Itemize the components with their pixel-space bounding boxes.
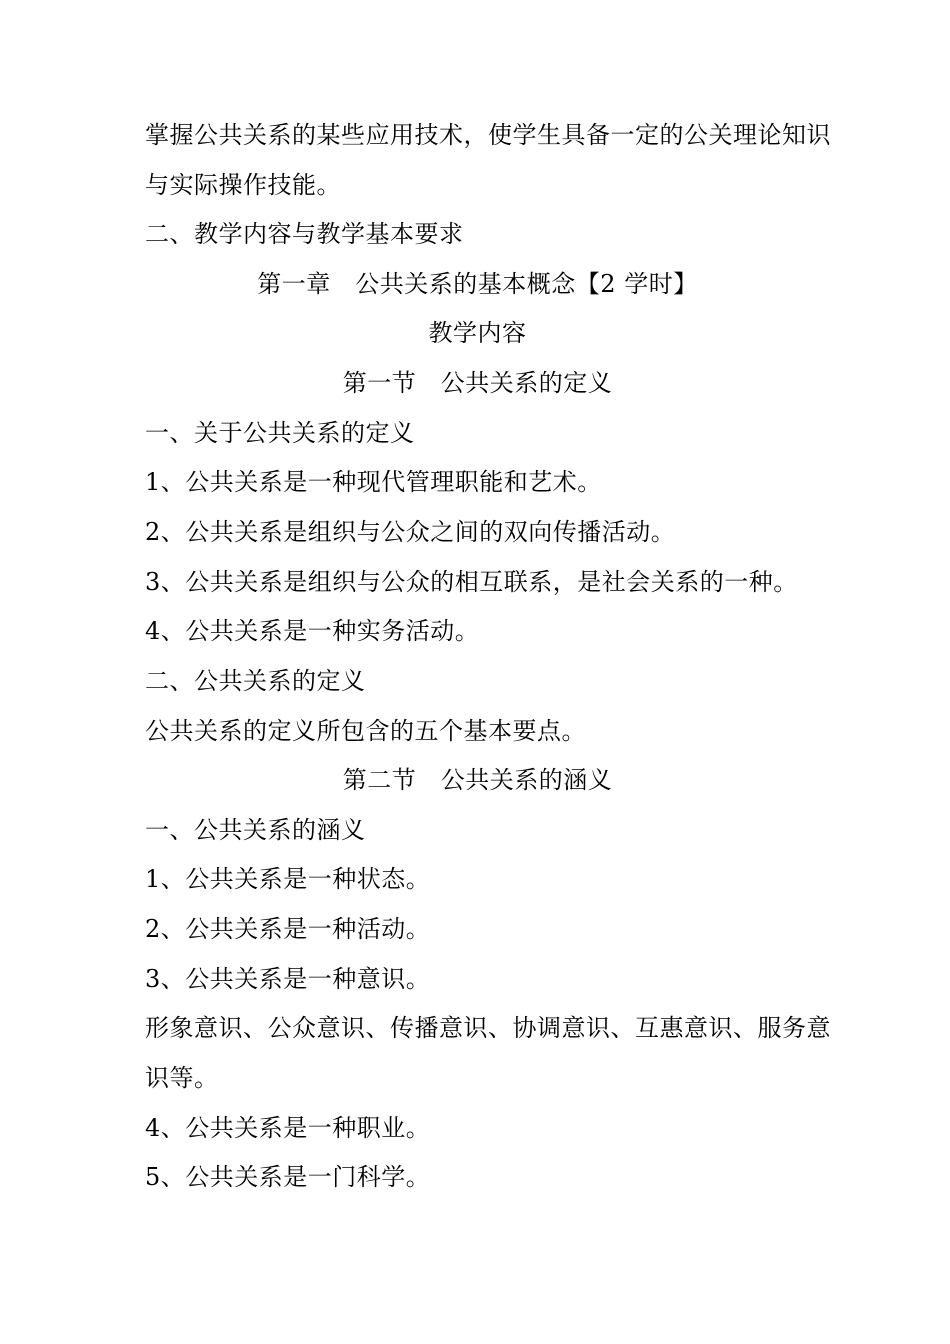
section2-item: 4、公共关系是一种职业。 <box>145 1114 431 1142</box>
section2-title: 第二节 公共关系的涵义 <box>342 766 613 794</box>
section1-item: 3、公共关系是组织与公众的相互联系，是社会关系的一种。 <box>145 568 798 596</box>
section2-item: 3、公共关系是一种意识。 <box>145 965 431 993</box>
section2-item: 1、公共关系是一种状态。 <box>145 865 431 893</box>
section1-part2-heading: 二、公共关系的定义 <box>145 667 366 695</box>
section2-item: 2、公共关系是一种活动。 <box>145 915 431 943</box>
intro-line-1: 掌握公共关系的某些应用技术，使学生具备一定的公关理论知识 <box>145 121 831 149</box>
section1-item: 2、公共关系是组织与公众之间的双向传播活动。 <box>145 518 676 546</box>
awareness-line-2: 识等。 <box>145 1064 219 1092</box>
section2-item: 5、公共关系是一门科学。 <box>145 1163 431 1191</box>
intro-line-2: 与实际操作技能。 <box>145 171 341 199</box>
section1-item: 1、公共关系是一种现代管理职能和艺术。 <box>145 468 602 496</box>
section1-part2-text: 公共关系的定义所包含的五个基本要点。 <box>145 717 586 745</box>
content-heading: 教学内容 <box>428 319 527 347</box>
awareness-line-1: 形象意识、公众意识、传播意识、协调意识、互惠意识、服务意 <box>145 1014 831 1042</box>
chapter-title: 第一章 公共关系的基本概念【2 学时】 <box>257 270 698 298</box>
section2-part1-heading: 一、公共关系的涵义 <box>145 816 366 844</box>
section-heading: 二、教学内容与教学基本要求 <box>145 220 464 248</box>
section1-part1-heading: 一、关于公共关系的定义 <box>145 419 415 447</box>
section1-title: 第一节 公共关系的定义 <box>342 369 613 397</box>
section1-item: 4、公共关系是一种实务活动。 <box>145 617 480 645</box>
